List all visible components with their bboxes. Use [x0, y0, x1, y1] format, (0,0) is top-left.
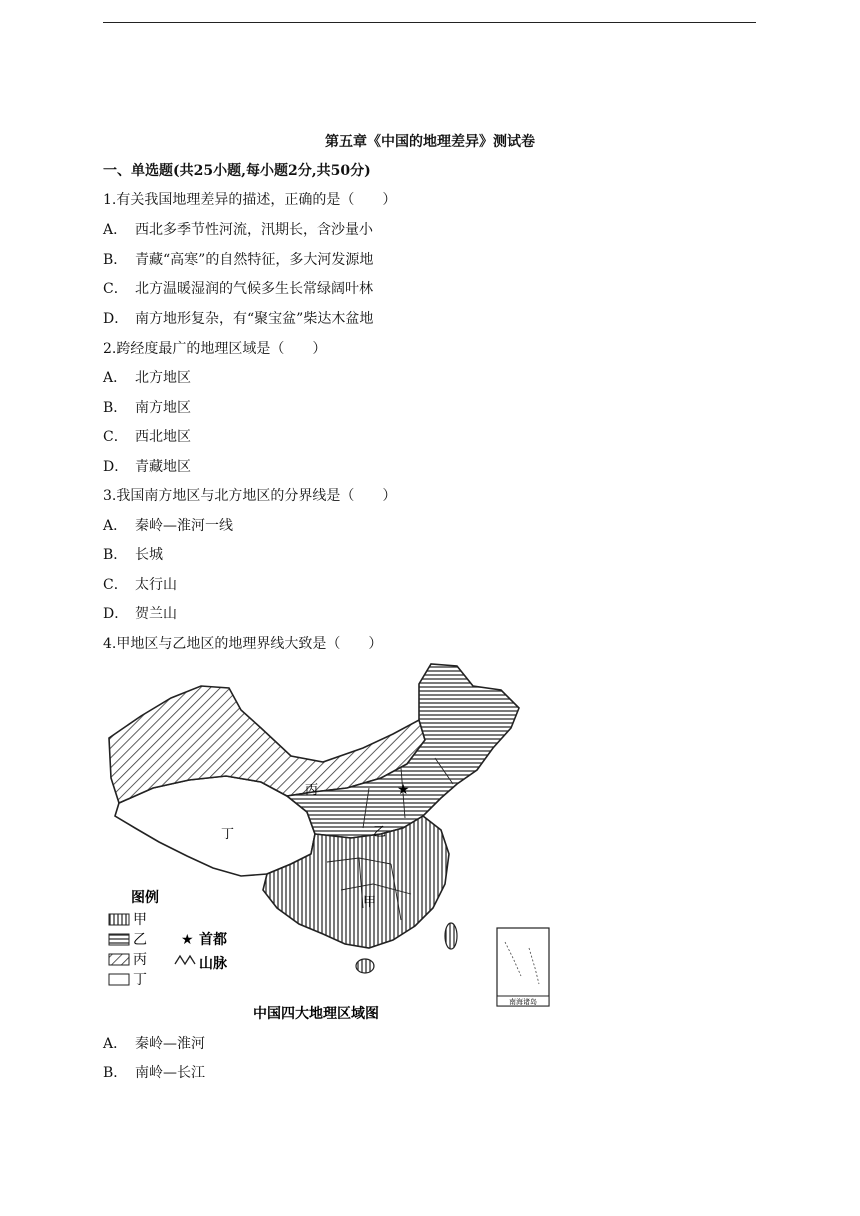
- question-2-option-d[interactable]: [103, 456, 191, 476]
- legend-capital-label: 首都: [199, 932, 227, 948]
- option-text: 太行山: [135, 577, 177, 593]
- option-letter: C．: [103, 577, 128, 593]
- page-title: 第五章《中国的地理差异》测试卷: [325, 134, 535, 150]
- legend-swatch-jia: [109, 914, 129, 925]
- option-letter: D．: [103, 311, 129, 327]
- option-text: 长城: [135, 547, 163, 563]
- question-1-option-a[interactable]: [103, 219, 373, 239]
- question-1-option-d[interactable]: [103, 308, 373, 328]
- question-3-option-b[interactable]: [103, 544, 163, 564]
- question-2-option-b[interactable]: [103, 397, 191, 417]
- header-rule: [103, 22, 756, 23]
- option-letter: C．: [103, 429, 128, 445]
- option-letter: A．: [103, 370, 128, 386]
- question-1-stem: 1.有关我国地理差异的描述，正确的是（ ）: [103, 192, 397, 208]
- map-caption: 中国四大地理区域图: [253, 1006, 379, 1022]
- option-letter: B．: [103, 400, 128, 416]
- south-sea-inset: [497, 928, 549, 1006]
- option-text: 贺兰山: [135, 606, 177, 622]
- legend-mountain-label: 山脉: [199, 956, 227, 972]
- question-2-option-c[interactable]: [103, 426, 191, 446]
- question-4-stem: 4.甲地区与乙地区的地理界线大致是（ ）: [103, 636, 383, 652]
- option-letter: A．: [103, 222, 128, 238]
- legend-label-jia: 甲: [133, 912, 147, 928]
- question-4-option-a[interactable]: [103, 1033, 205, 1053]
- option-text: 南岭—长江: [135, 1065, 205, 1081]
- option-text: 秦岭—淮河: [135, 1036, 205, 1052]
- question-1-option-c[interactable]: [103, 278, 373, 298]
- legend-label-bing: 丙: [133, 952, 147, 968]
- question-2-option-a[interactable]: [103, 367, 191, 387]
- legend-label-yi: 乙: [133, 932, 147, 948]
- option-text: 西北地区: [135, 429, 191, 445]
- question-3-option-a[interactable]: [103, 515, 233, 535]
- question-4-option-b[interactable]: [103, 1062, 205, 1082]
- question-1-option-b[interactable]: [103, 249, 373, 269]
- region-label-bing: 丙: [305, 783, 319, 798]
- legend-label-ding: 丁: [133, 972, 147, 988]
- option-text: 北方温暖湿润的气候多生长常绿阔叶林: [135, 281, 373, 297]
- option-letter: B．: [103, 547, 128, 563]
- map-graphic: [101, 658, 553, 1024]
- option-text: 南方地形复杂，有“聚宝盆”柴达木盆地: [135, 311, 374, 327]
- option-letter: C．: [103, 281, 128, 297]
- option-letter: D．: [103, 606, 129, 622]
- question-2-stem: 2.跨经度最广的地理区域是（ ）: [103, 341, 327, 357]
- region-label-ding: 丁: [221, 827, 235, 842]
- option-letter: D．: [103, 459, 129, 475]
- legend-star-icon: ★: [181, 932, 194, 948]
- option-text: 青藏地区: [135, 459, 191, 475]
- inset-label: 南海诸岛: [509, 998, 537, 1006]
- option-text: 秦岭—淮河一线: [135, 518, 233, 534]
- legend-swatch-ding: [109, 974, 129, 985]
- region-label-yi: 乙: [373, 825, 387, 840]
- option-letter: B．: [103, 252, 128, 268]
- option-text: 南方地区: [135, 400, 191, 416]
- china-regions-map: [101, 658, 553, 1024]
- question-3-option-d[interactable]: [103, 603, 177, 623]
- option-letter: A．: [103, 1036, 128, 1052]
- question-3-stem: 3.我国南方地区与北方地区的分界线是（ ）: [103, 488, 397, 504]
- option-text: 西北多季节性河流，汛期长，含沙量小: [135, 222, 373, 238]
- legend-mountain-icon: [175, 956, 195, 964]
- option-letter: A．: [103, 518, 128, 534]
- section-heading: 一、单选题(共25小题,每小题2分,共50分): [103, 163, 371, 179]
- capital-star-icon: ★: [397, 782, 410, 798]
- hainan-island: [356, 959, 374, 973]
- option-text: 北方地区: [135, 370, 191, 386]
- legend-swatch-yi: [109, 934, 129, 945]
- taiwan-island: [445, 923, 457, 949]
- option-text: 青藏“高寒”的自然特征，多大河发源地: [135, 252, 374, 268]
- legend-title: 图例: [131, 890, 159, 906]
- region-label-jia: 甲: [363, 895, 377, 910]
- option-letter: B．: [103, 1065, 128, 1081]
- legend-swatch-bing: [109, 954, 129, 965]
- question-3-option-c[interactable]: [103, 574, 177, 594]
